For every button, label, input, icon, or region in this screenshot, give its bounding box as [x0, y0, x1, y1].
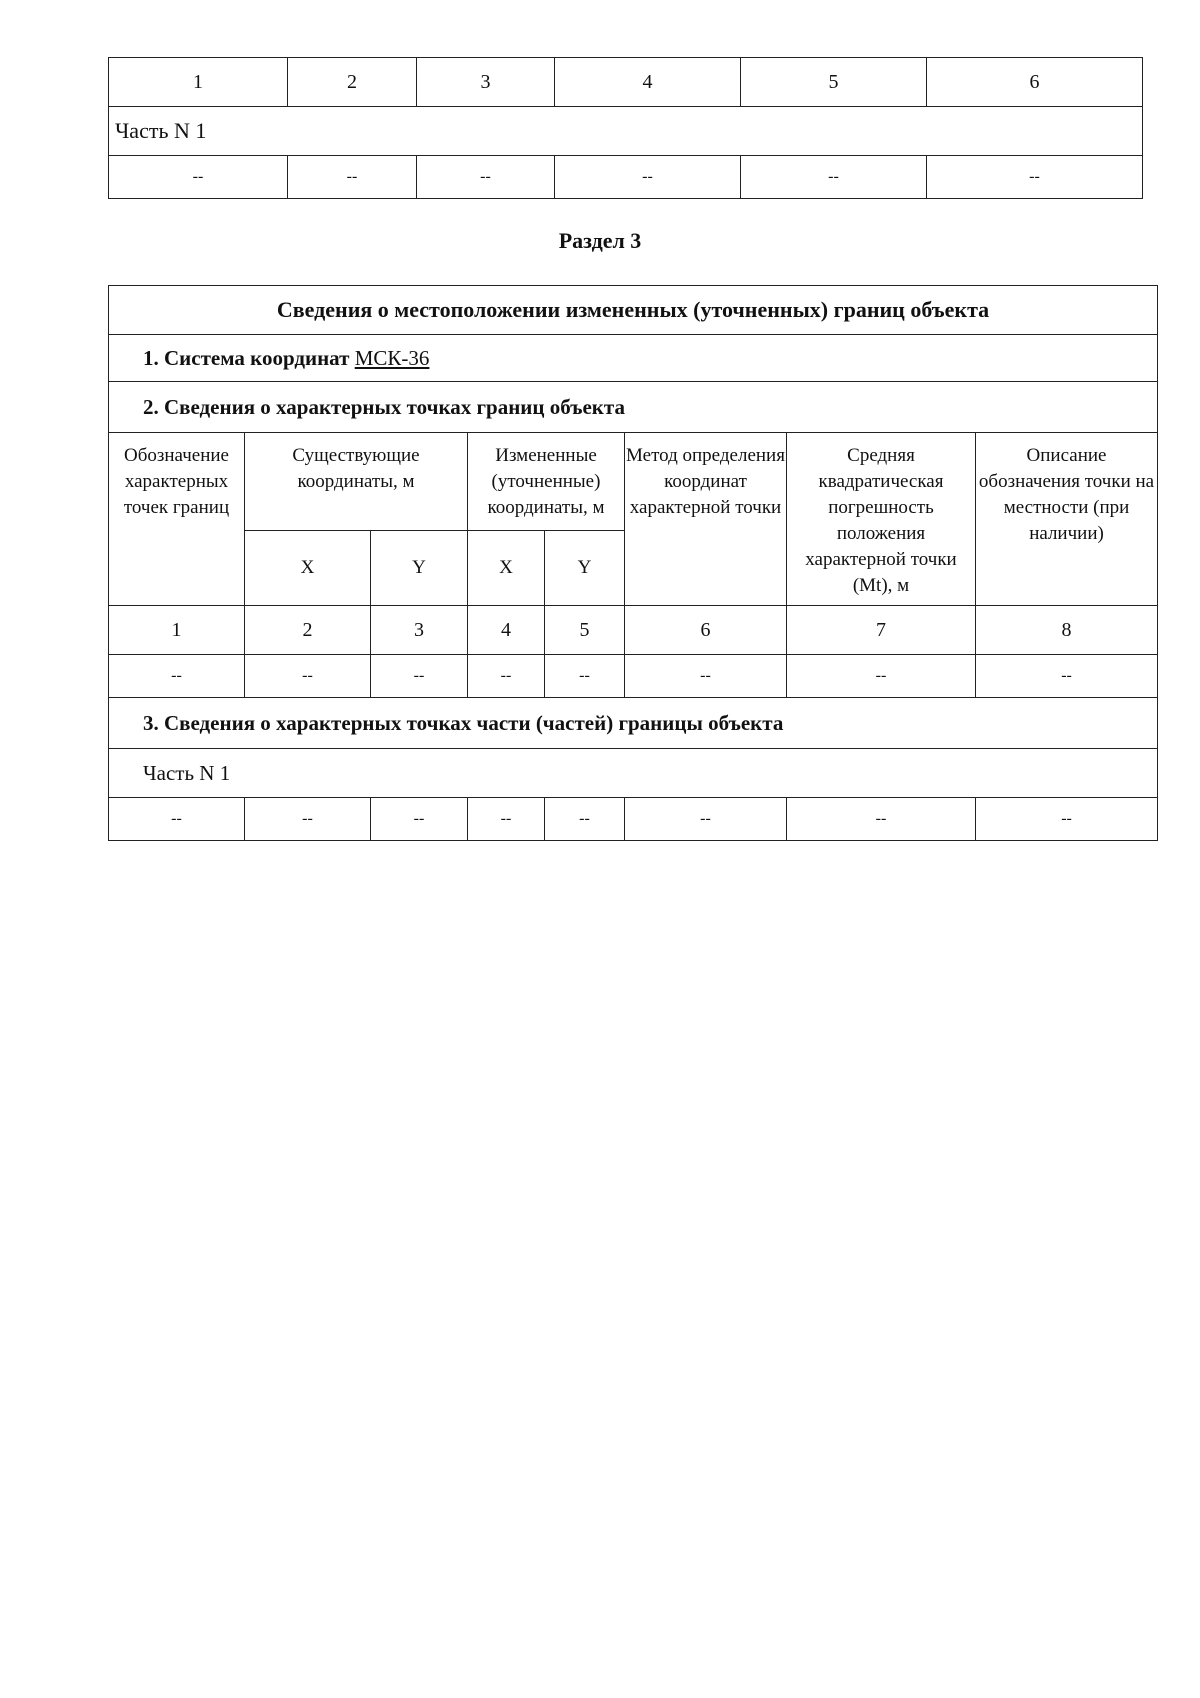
section-title: Раздел 3 — [558, 228, 642, 253]
table-row — [109, 798, 1158, 841]
coord-system-label: 1. Система координат — [143, 345, 350, 370]
top-col-5: 5 — [741, 58, 927, 107]
points-heading-row — [109, 382, 1158, 433]
main-table-title: Сведения о местоположении измененных (уточненных) границ объекта — [109, 286, 1158, 335]
parts-heading-row — [109, 698, 1158, 749]
table-cell: -- — [109, 655, 245, 698]
table-cell: -- — [245, 798, 371, 841]
main-table-title-row — [109, 286, 1158, 335]
table-cell: -- — [927, 156, 1143, 199]
table-cell: -- — [625, 798, 787, 841]
coord-system-value: МСК-36 — [354, 345, 430, 370]
col-number: 5 — [545, 606, 625, 655]
column-header-row — [109, 433, 1158, 531]
col-header-description: Описание обозначения точки на местности (при наличии) — [976, 433, 1158, 606]
column-number-row — [109, 606, 1158, 655]
table-cell: -- — [468, 655, 545, 698]
subheader-existing-x: X — [245, 531, 371, 606]
table-row — [109, 655, 1158, 698]
subheader-changed-y: Y — [545, 531, 625, 606]
main-table — [108, 285, 1158, 841]
table-row — [109, 156, 1143, 199]
table-cell: -- — [625, 655, 787, 698]
table-cell: -- — [545, 798, 625, 841]
col-header-rmse: Средняя квадратическая погрешность положения характерной точки (Mt), м — [787, 433, 976, 606]
table-cell: -- — [245, 655, 371, 698]
col-header-changed: Измененные (уточненные) координаты, м — [468, 433, 625, 531]
part-label: Часть N 1 — [109, 749, 1158, 798]
table-cell: -- — [976, 655, 1158, 698]
top-table-header-row — [109, 58, 1143, 107]
table-cell: -- — [288, 156, 417, 199]
table-cell: -- — [787, 798, 976, 841]
col-number: 7 — [787, 606, 976, 655]
col-header-designation: Обозначение характерных точек границ — [109, 433, 245, 606]
col-number: 1 — [109, 606, 245, 655]
top-table — [108, 57, 1143, 199]
col-header-existing: Существующие координаты, м — [245, 433, 468, 531]
top-part-label: Часть N 1 — [109, 107, 1143, 156]
subheader-changed-x: X — [468, 531, 545, 606]
part-row — [109, 749, 1158, 798]
col-number: 8 — [976, 606, 1158, 655]
points-heading: 2. Сведения о характерных точках границ объекта — [109, 382, 1158, 433]
top-col-3: 3 — [417, 58, 555, 107]
table-cell: -- — [109, 156, 288, 199]
table-cell: -- — [417, 156, 555, 199]
top-col-4: 4 — [555, 58, 741, 107]
col-number: 6 — [625, 606, 787, 655]
parts-heading: 3. Сведения о характерных точках части (частей) границы объекта — [109, 698, 1158, 749]
top-col-6: 6 — [927, 58, 1143, 107]
table-cell: -- — [555, 156, 741, 199]
subheader-existing-y: Y — [371, 531, 468, 606]
top-table-part-row — [109, 107, 1143, 156]
col-number: 4 — [468, 606, 545, 655]
table-cell: -- — [371, 798, 468, 841]
table-cell: -- — [787, 655, 976, 698]
col-number: 2 — [245, 606, 371, 655]
coord-system-row — [109, 335, 1158, 382]
table-cell: -- — [109, 798, 245, 841]
col-number: 3 — [371, 606, 468, 655]
table-cell: -- — [545, 655, 625, 698]
top-col-1: 1 — [109, 58, 288, 107]
table-cell: -- — [976, 798, 1158, 841]
table-cell: -- — [468, 798, 545, 841]
top-col-2: 2 — [288, 58, 417, 107]
col-header-method: Метод определения координат характерной точки — [625, 433, 787, 606]
coord-system-cell — [109, 335, 1158, 382]
table-cell: -- — [371, 655, 468, 698]
table-cell: -- — [741, 156, 927, 199]
